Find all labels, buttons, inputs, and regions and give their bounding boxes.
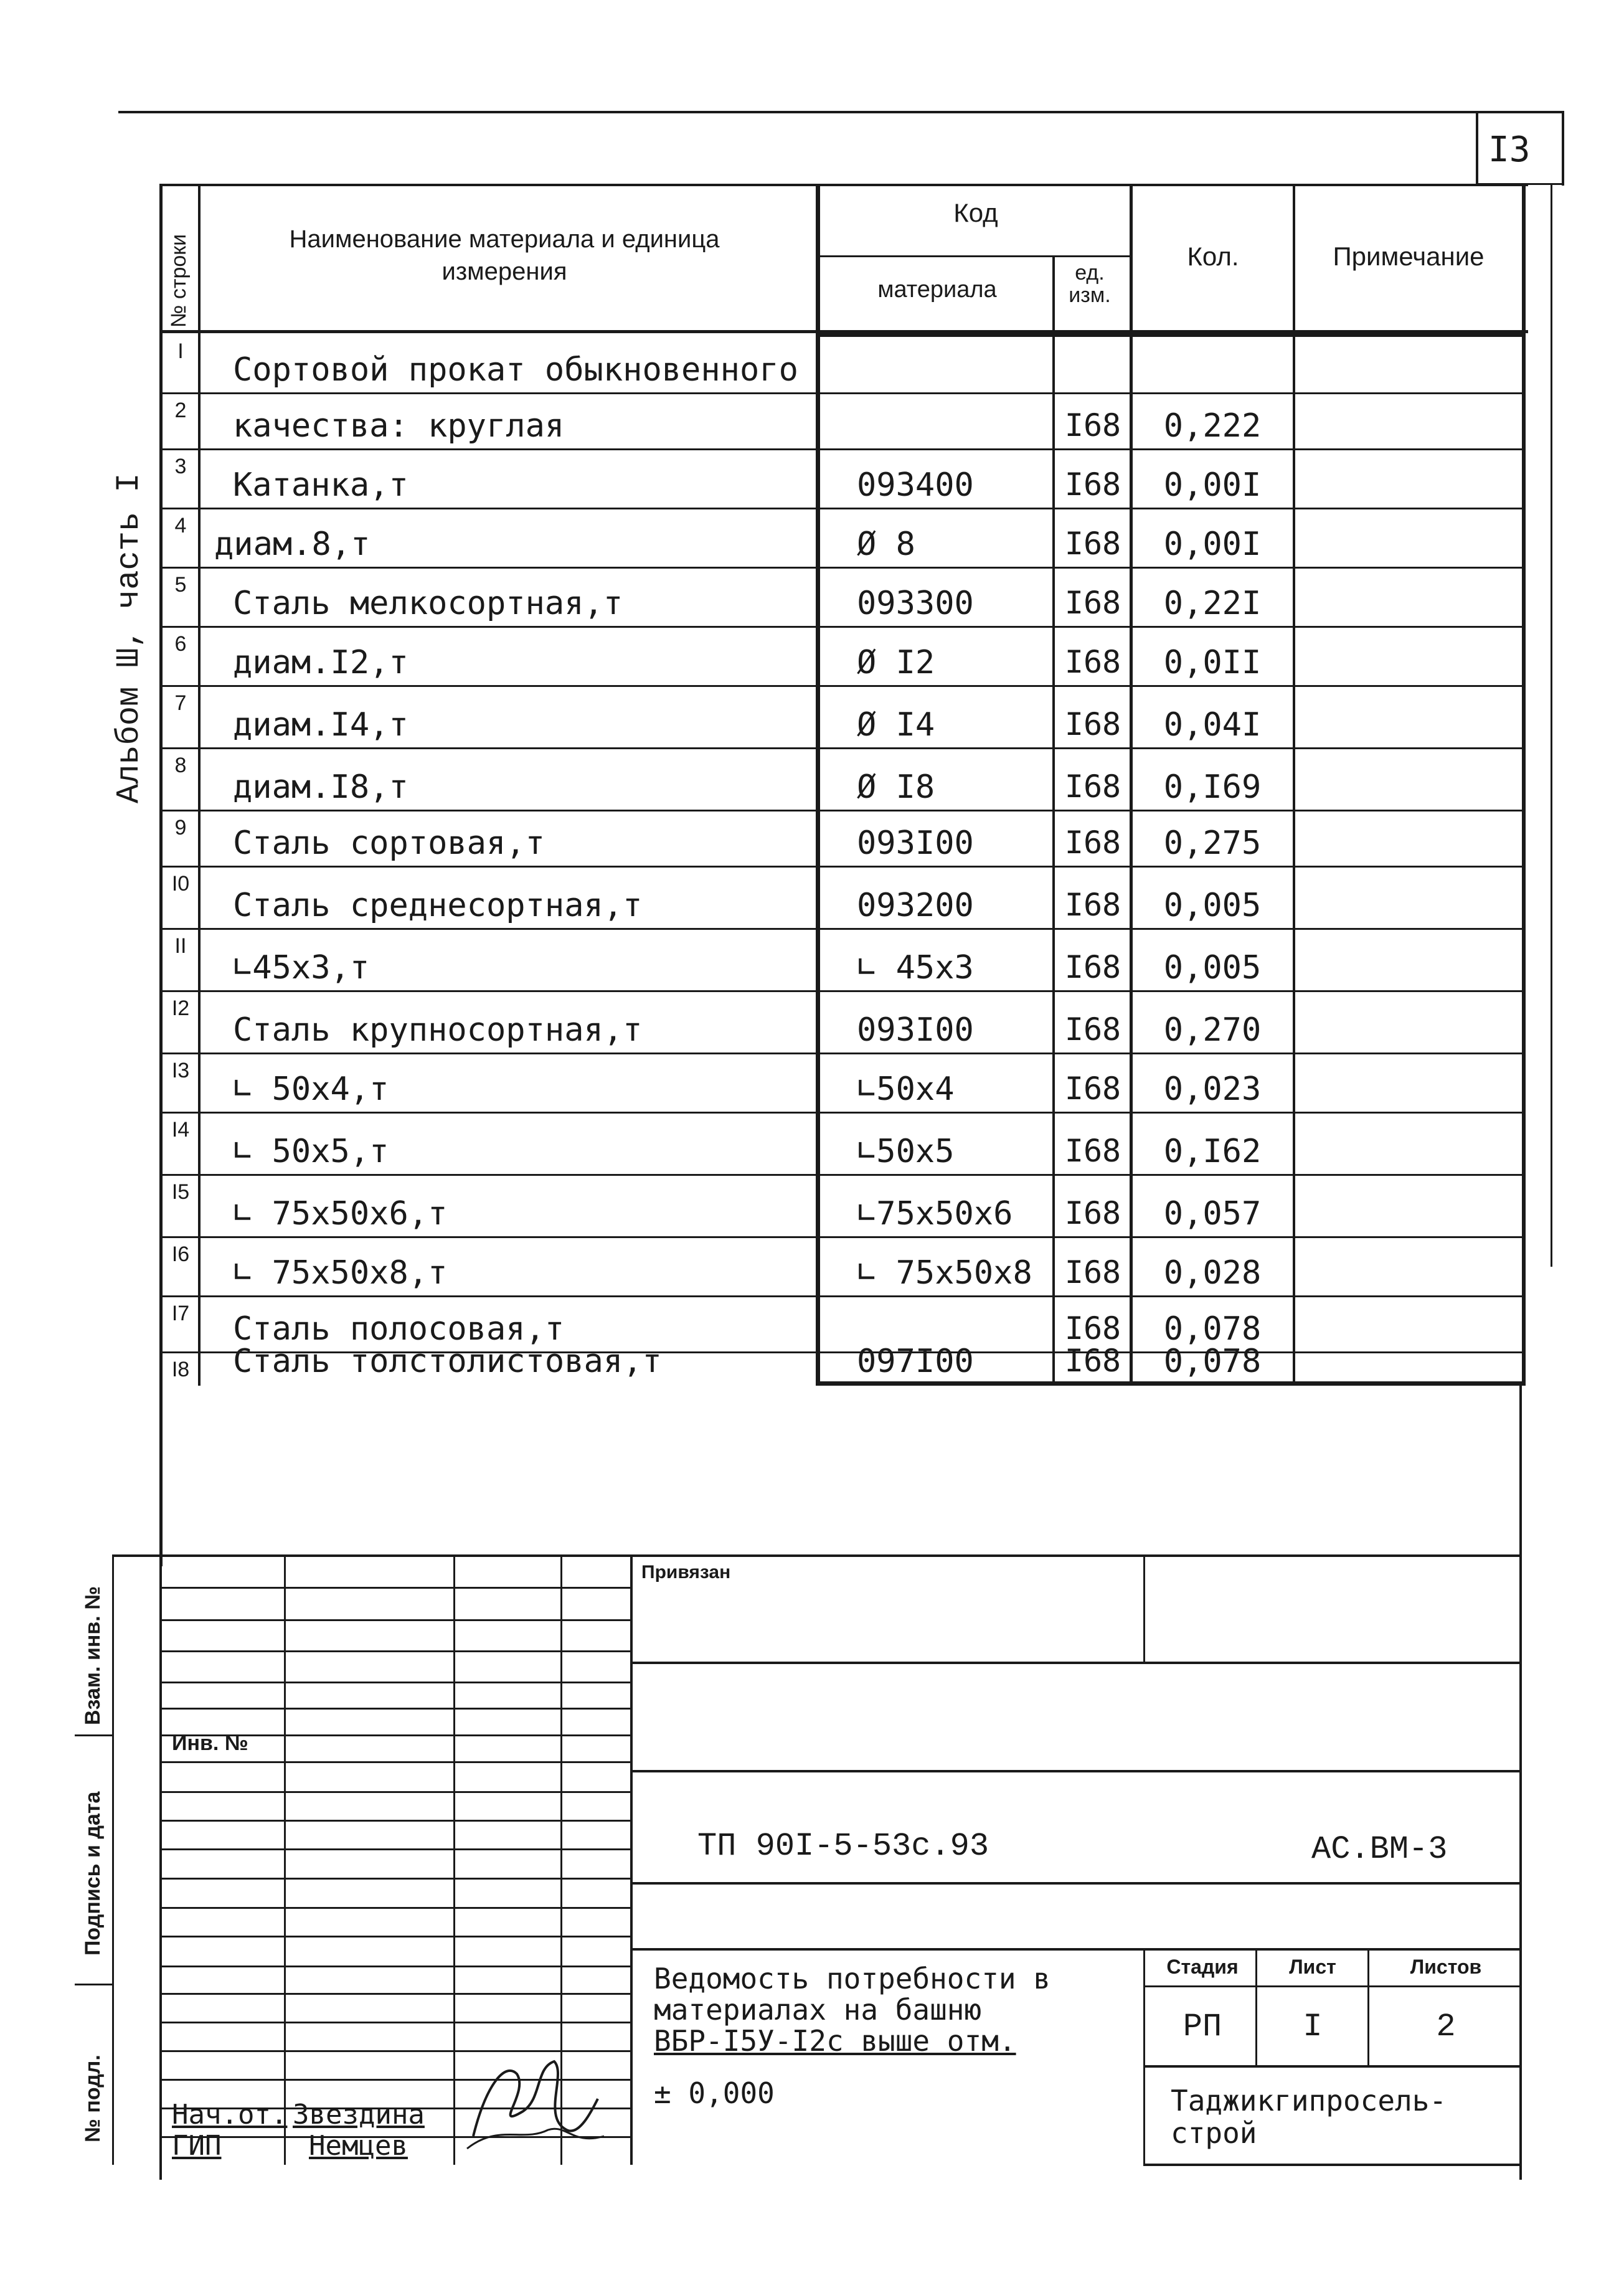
row-number: I3	[171, 1059, 190, 1082]
row-unit-code: I68	[1064, 825, 1121, 861]
row-separator	[161, 626, 1526, 628]
row-quantity: 0,222	[1163, 407, 1262, 445]
row-material-name: Сталь толстолистовая,т	[233, 1343, 662, 1380]
row-material-name: диам.8,т	[214, 526, 371, 563]
side-strip-divider-2	[75, 1984, 112, 1985]
stamp-side-strip-left	[112, 1554, 114, 2165]
row-material-code: Ø I2	[857, 644, 935, 681]
row-material-name: ∟ 75x50x6,т	[233, 1195, 448, 1232]
stamp-grid-line	[162, 1966, 631, 1967]
row-separator	[161, 1236, 1526, 1238]
row-separator	[161, 685, 1526, 687]
row-number: 3	[174, 455, 187, 478]
table-left-outer	[159, 184, 163, 1566]
row-separator	[161, 448, 1526, 450]
row-material-name: Сталь крупносортная,т	[233, 1011, 643, 1049]
row-material-name: диам.I4,т	[233, 706, 408, 744]
col-code-left	[816, 184, 820, 1386]
row-number: 9	[174, 816, 187, 840]
row-unit-code: I68	[1064, 1195, 1121, 1231]
top-rule	[118, 111, 1563, 113]
col-note-right	[1522, 184, 1526, 1386]
row-material-code: 097I00	[857, 1343, 974, 1380]
row-unit-code: I68	[1064, 1133, 1121, 1169]
stamp-grid-line	[162, 1650, 631, 1652]
stamp-grid-line	[162, 1993, 631, 1995]
title-line-2: материалах на башню	[654, 1993, 982, 2027]
row-number: 7	[174, 691, 187, 715]
row-material-name: Сталь мелкосортная,т	[233, 585, 623, 622]
row-quantity: 0,005	[1163, 949, 1262, 986]
row-separator	[161, 1053, 1526, 1054]
row-unit-code: I68	[1064, 769, 1121, 805]
sheet-label: Лист	[1289, 1956, 1336, 1978]
row-unit-code: I68	[1064, 466, 1121, 503]
row-number: 2	[174, 399, 187, 422]
row-number: I6	[171, 1242, 190, 1266]
row-unit-code: I68	[1064, 1310, 1121, 1346]
row-number: I0	[171, 872, 190, 896]
sheet-value: I	[1303, 2008, 1323, 2045]
row-number: II	[174, 934, 187, 958]
row-material-name: ∟ 50x4,т	[233, 1071, 389, 1108]
album-label: Альбом Ш, часть I	[111, 473, 148, 803]
stage-col-2	[1367, 1948, 1369, 2066]
row-number: I8	[171, 1358, 190, 1381]
header-material: материала	[877, 277, 997, 303]
row-unit-code: I68	[1064, 887, 1121, 923]
title-row-top	[631, 1948, 1522, 1951]
row-unit-code: I68	[1064, 526, 1121, 562]
row-material-name: ∟ 75x50x8,т	[233, 1254, 448, 1292]
row-quantity: 0,028	[1163, 1254, 1262, 1292]
stamp-grid-line	[162, 1936, 631, 1937]
code-subheader-line	[816, 255, 1132, 257]
person-name-1: Звездина	[293, 2099, 425, 2131]
privyazan-split	[1143, 1554, 1145, 1663]
row-separator	[161, 928, 1526, 930]
row-material-name: Сортовой прокат обыкновенного	[233, 351, 798, 389]
header-code: Код	[953, 198, 998, 227]
row-material-code: 093200	[857, 887, 974, 924]
row-quantity: 0,00I	[1163, 526, 1262, 563]
doc-code: ТП 90I-5-53с.93	[697, 1828, 989, 1865]
row-number: I4	[171, 1118, 190, 1142]
row-material-name: ∟ 50x5,т	[233, 1133, 389, 1170]
sheets-label: Листов	[1410, 1956, 1482, 1978]
stage-row-bottom	[1143, 2065, 1522, 2068]
row-number: I2	[171, 996, 190, 1020]
sheet-box-right	[1562, 111, 1564, 186]
row-separator	[161, 1295, 1526, 1297]
inv-no-label: Инв. №	[172, 1731, 248, 1755]
person-name-2: Немцев	[309, 2130, 408, 2162]
row-material-code: 093I00	[857, 825, 974, 862]
row-material-name: Сталь сортовая,т	[233, 825, 545, 862]
row-quantity: 0,0II	[1163, 644, 1262, 681]
stamp-top	[112, 1554, 1522, 1557]
row-quantity: 0,078	[1163, 1343, 1262, 1380]
row-separator	[161, 810, 1526, 811]
row-material-code: ∟75x50x6	[857, 1195, 1013, 1232]
stamp-bottom-right	[1143, 2164, 1522, 2166]
org-line-1: Таджикгипросель-	[1171, 2084, 1447, 2117]
row-material-name: диам.I2,т	[233, 644, 408, 681]
row-number: 4	[174, 514, 187, 537]
stamp-grid-line	[162, 1820, 631, 1822]
stamp-grid-line	[162, 1907, 631, 1909]
stamp-grid-line	[162, 1619, 631, 1621]
bold-block-top	[817, 333, 1526, 337]
row-unit-code: I68	[1064, 949, 1121, 985]
frame-left-lower	[159, 1383, 162, 2180]
table-bottom	[816, 1381, 1526, 1386]
row-material-name: ∟45x3,т	[233, 949, 370, 986]
stamp-grid-line	[162, 1878, 631, 1880]
row-number: 6	[174, 632, 187, 656]
stamp-grid-line	[162, 1587, 631, 1589]
row-unit-code: I68	[1064, 706, 1121, 742]
row-separator	[161, 508, 1526, 509]
row-quantity: 0,005	[1163, 887, 1262, 924]
code-row-top	[631, 1770, 1522, 1772]
privyazan-bottom	[631, 1662, 1522, 1664]
row-number: 5	[174, 573, 187, 597]
row-number: 8	[174, 754, 187, 777]
row-material-name: качества: круглая	[233, 407, 565, 445]
sheet-box-left	[1476, 111, 1478, 186]
row-unit-code: I68	[1064, 1011, 1121, 1048]
row-material-code: ∟50x5	[857, 1133, 955, 1170]
stamp-col-4	[630, 1554, 633, 2165]
row-quantity: 0,I69	[1163, 769, 1262, 806]
row-material-code: ∟50x4	[857, 1071, 955, 1108]
header-qty: Кол.	[1187, 242, 1239, 271]
title-line-3: ВБР-I5У-I2с выше отм.	[654, 2024, 1016, 2058]
privyazan-label: Привязан	[641, 1562, 731, 1582]
row-quantity: 0,078	[1163, 1310, 1262, 1348]
header-row-no: № строки	[167, 234, 191, 328]
row-unit-code: I68	[1064, 1071, 1121, 1107]
row-separator	[161, 990, 1526, 992]
row-material-name: Сталь среднесортная,т	[233, 887, 643, 924]
title-split	[1143, 1948, 1145, 2166]
row-number: I7	[171, 1302, 190, 1325]
title-line-4: ± 0,000	[654, 2076, 775, 2110]
stamp-grid-line	[162, 1848, 631, 1850]
row-material-code: Ø 8	[857, 526, 915, 563]
title-line-1: Ведомость потребности в	[654, 1962, 1050, 1995]
person-role-1: Нач.от.	[172, 2099, 288, 2131]
stage-col-1	[1255, 1948, 1257, 2066]
row-quantity: 0,I62	[1163, 1133, 1262, 1170]
side-strip-divider-1	[75, 1734, 112, 1736]
table-top	[161, 184, 1528, 186]
stamp-grid-line	[162, 1761, 631, 1763]
row-material-code: Ø I4	[857, 706, 935, 744]
code-row-bottom	[631, 1882, 1522, 1885]
row-material-code: ∟ 45x3	[857, 949, 974, 986]
row-number: I	[177, 339, 184, 363]
stamp-grid-line	[162, 2022, 631, 2023]
side-label-podl: № подл.	[81, 2055, 105, 2142]
org-line-2: строй	[1171, 2116, 1257, 2150]
row-separator	[161, 866, 1526, 868]
stage-value: РП	[1183, 2008, 1222, 2045]
row-material-name: диам.I8,т	[233, 769, 408, 806]
stamp-grid-line	[162, 1791, 631, 1793]
row-unit-code: I68	[1064, 644, 1121, 680]
stamp-grid-line	[162, 1682, 631, 1683]
person-role-2: ГИП	[172, 2130, 222, 2162]
row-number: I5	[171, 1180, 190, 1204]
row-unit-code: I68	[1064, 1254, 1121, 1290]
stage-label: Стадия	[1166, 1956, 1239, 1978]
row-material-name: Катанка,т	[233, 466, 408, 504]
row-quantity: 0,00I	[1163, 466, 1262, 504]
frame-right-upper	[1551, 183, 1552, 1267]
sheet-number: I3	[1488, 130, 1531, 170]
header-name: Наименование материала и единица измерения	[289, 225, 720, 285]
row-separator	[161, 1174, 1526, 1176]
frame-right-lower	[1519, 1383, 1522, 2180]
row-quantity: 0,22I	[1163, 585, 1262, 622]
row-material-name: Сталь полосовая,т	[233, 1310, 565, 1348]
header-note: Примечание	[1333, 242, 1485, 271]
row-separator	[161, 747, 1526, 749]
sheets-value: 2	[1436, 2008, 1456, 2045]
row-quantity: 0,057	[1163, 1195, 1262, 1232]
row-separator	[161, 567, 1526, 569]
row-unit-code: I68	[1064, 585, 1121, 621]
header-unit: ед. изм.	[1069, 261, 1111, 307]
row-quantity: 0,270	[1163, 1011, 1262, 1049]
row-separator	[161, 392, 1526, 394]
row-material-code: 093I00	[857, 1011, 974, 1049]
sheet-code: АС.ВМ-3	[1311, 1831, 1448, 1868]
row-material-code: ∟ 75x50x8	[857, 1254, 1032, 1292]
side-label-podpis: Подпись и дата	[81, 1791, 105, 1956]
row-material-code: Ø I8	[857, 769, 935, 806]
stage-hdr-bottom	[1143, 1985, 1522, 1987]
side-label-vzam: Взам. инв. №	[81, 1586, 105, 1725]
table-left-inner	[198, 184, 201, 1386]
row-material-code: 093400	[857, 466, 974, 504]
row-quantity: 0,023	[1163, 1071, 1262, 1108]
stamp-col-1	[284, 1554, 286, 2165]
signature	[448, 2037, 610, 2161]
row-quantity: 0,275	[1163, 825, 1262, 862]
row-quantity: 0,04I	[1163, 706, 1262, 744]
row-separator	[161, 1112, 1526, 1114]
row-unit-code: I68	[1064, 1343, 1121, 1379]
row-unit-code: I68	[1064, 407, 1121, 443]
stamp-grid-line	[162, 1708, 631, 1710]
row-material-code: 093300	[857, 585, 974, 622]
